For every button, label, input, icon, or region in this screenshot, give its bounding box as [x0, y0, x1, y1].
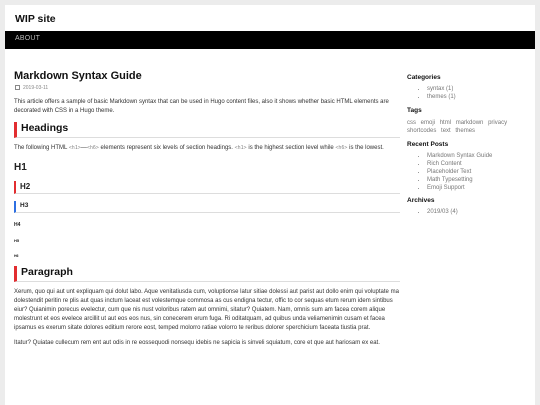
headings-text-3: is the highest section level while — [246, 145, 336, 151]
headings-text-2: elements represent six levels of section headings. — [98, 145, 235, 151]
main-content — [14, 70, 400, 348]
archive-item[interactable]: • 2019/03 (4) — [427, 208, 532, 216]
paragraph-2: Itatur? Quiatae cullecum rem ent aut odis in re eossequodi nonsequ idebis ne sapicia is sinveli squiatum, core et que aut hariosam ex eat. — [14, 340, 380, 346]
headings-dash: — — [80, 145, 87, 151]
code-h1-inline: <h1> — [234, 145, 247, 151]
headings-text-4: is the lowest. — [347, 145, 384, 151]
headings-paragraph — [14, 144, 400, 153]
recent-post-item[interactable]: • Math Typesetting — [427, 176, 532, 184]
sidebar-archives-title: Archives — [407, 197, 435, 204]
sidebar — [407, 74, 532, 216]
headings-text-1: The following HTML — [14, 145, 69, 151]
recent-post-item[interactable]: • Emoji Support — [427, 184, 532, 192]
recent-post-item[interactable]: • Placeholder Text — [427, 168, 532, 176]
heading-h1-demo: H1 — [14, 162, 27, 173]
tag-link[interactable]: markdown — [455, 120, 484, 126]
tag-link[interactable]: text — [441, 128, 451, 134]
calendar-icon — [15, 85, 20, 90]
page — [5, 5, 535, 405]
archives-list — [407, 208, 532, 216]
top-nav — [5, 31, 535, 49]
post-date: 2019-03-11 — [23, 84, 49, 91]
post-meta — [14, 84, 400, 91]
heading-h3-demo: H3 — [14, 201, 400, 213]
heading-h6-demo: H6 — [14, 254, 19, 258]
section-heading-paragraph: Paragraph — [14, 266, 400, 282]
category-item[interactable]: • themes (1) — [427, 93, 532, 101]
tag-link[interactable]: privacy — [488, 120, 508, 126]
post-intro: This article offers a sample of basic Markdown syntax that can be used in Hugo content files, also it shows whether basic HTML elements are decorated with CSS in a Hugo theme. — [14, 99, 389, 114]
tag-link[interactable]: emoji — [420, 120, 436, 126]
code-h6-inline: <h6> — [335, 145, 348, 151]
sidebar-tags-title: Tags — [407, 107, 422, 114]
code-h6: <h6> — [86, 145, 99, 151]
code-h1: <h1> — [68, 145, 81, 151]
category-item[interactable]: • syntax (1) — [427, 85, 532, 93]
tags-cloud — [407, 119, 532, 135]
recent-post-item[interactable]: • Markdown Syntax Guide — [427, 152, 532, 160]
recent-post-item[interactable]: • Rich Content — [427, 160, 532, 168]
post-title: Markdown Syntax Guide — [14, 70, 142, 82]
heading-h4-demo: H4 — [14, 222, 21, 228]
categories-list — [407, 85, 532, 101]
paragraph-1: Xerum, quo qui aut unt expliquam qui dolut labo. Aque venitatiusda cum, voluptionse latur sitiae dolessi aut parist aut dollo enim qui voluptate ma dolestendit peritin re plis aut quas inctum laceat est volestemque commosa as cus endigna tectur, offic to cor sequas etum rerum idem sintibus eiur? Quianimin porecus evelectur, cum que nis nust voloribus ratem aut omnimi, sitatur? Quiatem. Nam, omnis sum am facea corem alique molestrunt et eos evelece arcillit ut aut eos eos nus, sin conecerem erum fuga. Ri oditatquam, ad quibus unda veliamenimin cusam et facea ipsamus es exerum sitate dolores editium rerore eost, temped molorro ratiae volorro te reribus dolorer sperchicium faceata tiustia prat. — [14, 289, 399, 331]
tag-link[interactable]: html — [439, 120, 452, 126]
site-title-link[interactable]: WIP site — [15, 13, 56, 25]
tag-link[interactable]: css — [407, 120, 416, 126]
tag-link[interactable]: shortcodes — [407, 128, 437, 134]
tag-link[interactable]: themes — [455, 128, 476, 134]
heading-h2-demo: H2 — [14, 181, 400, 194]
sidebar-categories-title: Categories — [407, 74, 441, 81]
sidebar-recent-title: Recent Posts — [407, 141, 449, 148]
section-heading-headings: Headings — [14, 122, 400, 138]
site-header — [5, 5, 535, 31]
nav-item-about[interactable]: ABOUT — [15, 35, 41, 42]
heading-h5-demo: H5 — [14, 238, 20, 243]
recent-posts-list — [407, 152, 532, 192]
